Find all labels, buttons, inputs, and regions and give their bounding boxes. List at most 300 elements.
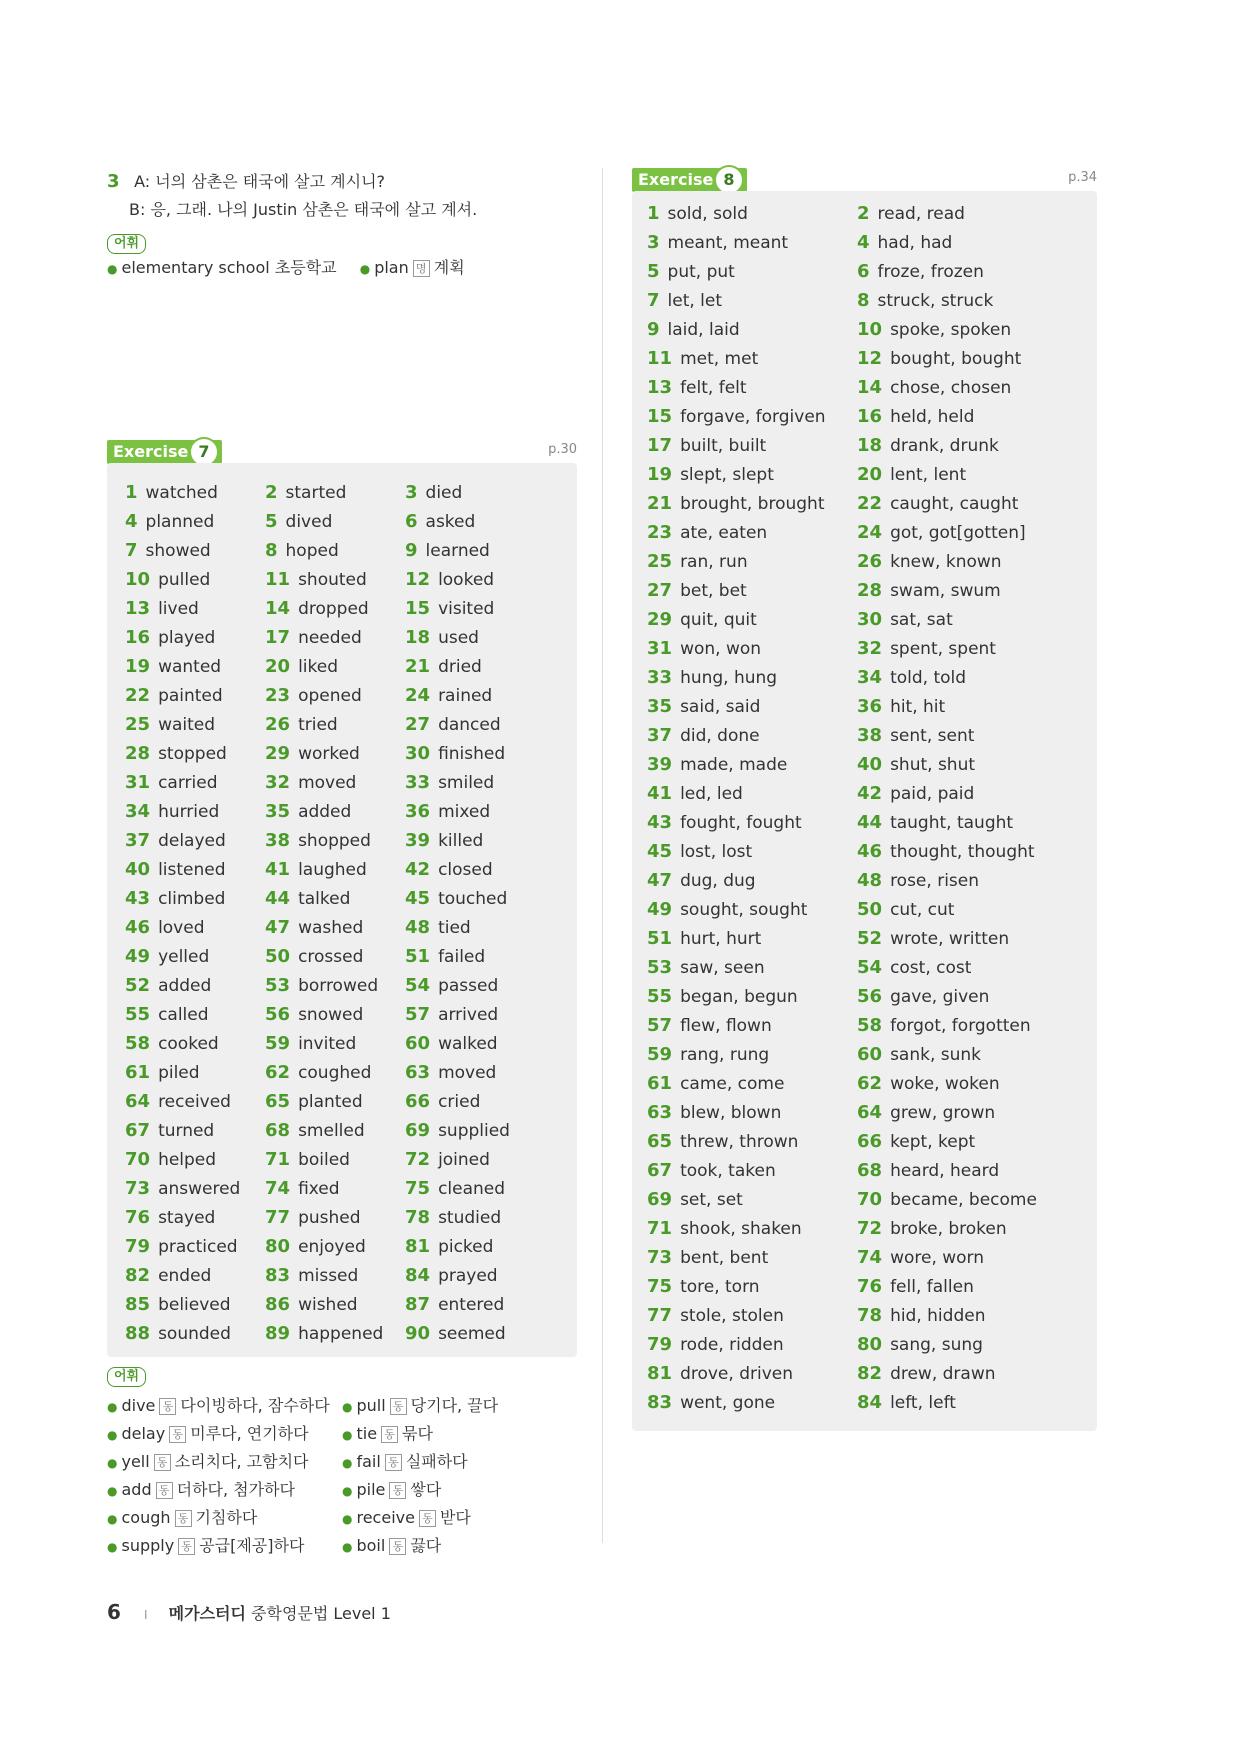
answer-text: cried <box>438 1092 481 1112</box>
exercise-7-page-ref: p.30 <box>548 442 577 457</box>
answer-item <box>405 1147 490 1173</box>
answer-item <box>405 857 493 883</box>
exercise-8-answer-box <box>632 191 1097 1431</box>
answer-number: 22 <box>857 493 883 514</box>
answer-text: forgot, forgotten <box>890 1016 1031 1036</box>
answer-item <box>265 596 369 622</box>
answer-number: 21 <box>405 656 431 677</box>
answer-number: 35 <box>265 801 291 822</box>
answer-item <box>125 857 226 883</box>
answer-number: 18 <box>405 627 431 648</box>
answer-item <box>857 1071 1000 1097</box>
exercise-7-number: 7 <box>189 437 219 467</box>
bullet-icon: ● <box>107 1540 118 1554</box>
bullet-icon: ● <box>342 1540 353 1554</box>
answer-item <box>265 654 338 680</box>
answer-number: 55 <box>125 1004 151 1025</box>
vocab-item <box>107 1449 309 1472</box>
footer-book-title: 중학영문법 Level 1 <box>251 1604 391 1623</box>
answer-number: 42 <box>405 859 431 880</box>
vocab-meaning: 소리치다, 고함치다 <box>174 1452 309 1471</box>
vocab-meaning: 끓다 <box>410 1536 442 1555</box>
answer-number: 18 <box>857 435 883 456</box>
answer-number: 61 <box>647 1073 673 1094</box>
answer-text: entered <box>438 1295 505 1315</box>
answer-number: 37 <box>647 725 673 746</box>
answer-item <box>857 491 1018 517</box>
answer-text: smelled <box>298 1121 365 1141</box>
answer-item <box>647 491 825 517</box>
answer-number: 84 <box>405 1265 431 1286</box>
bullet-icon: ● <box>107 262 118 276</box>
answer-text: hid, hidden <box>890 1306 986 1326</box>
answer-text: had, had <box>877 233 953 253</box>
answer-number: 77 <box>647 1305 673 1326</box>
vocab-item <box>107 1505 257 1528</box>
part-of-speech-badge: 동 <box>385 1454 402 1471</box>
answer-item <box>125 596 199 622</box>
answer-number: 85 <box>125 1294 151 1315</box>
answer-item <box>857 955 971 981</box>
answer-text: visited <box>438 599 495 619</box>
vocab-word: add <box>121 1480 152 1499</box>
vocab-item <box>360 254 465 283</box>
vocab-item <box>342 1505 471 1528</box>
footer-separator: I <box>144 1608 148 1622</box>
answer-item <box>125 683 223 709</box>
answer-text: dug, dug <box>680 871 756 891</box>
answer-text: rained <box>438 686 493 706</box>
answer-item <box>125 1089 231 1115</box>
answer-text: wrote, written <box>890 929 1010 949</box>
answer-text: added <box>298 802 352 822</box>
answer-text: hung, hung <box>680 668 778 688</box>
dialogue-line-b <box>107 196 567 224</box>
answer-item <box>857 839 1035 865</box>
answer-item <box>125 1060 200 1086</box>
answer-number: 61 <box>125 1062 151 1083</box>
answer-item <box>265 567 367 593</box>
answer-number: 84 <box>857 1392 883 1413</box>
answer-item <box>265 1002 363 1028</box>
answer-number: 90 <box>405 1323 431 1344</box>
answer-number: 69 <box>647 1189 673 1210</box>
answer-item <box>405 741 505 767</box>
answer-item <box>265 1176 340 1202</box>
answer-number: 77 <box>265 1207 291 1228</box>
answer-text: lost, lost <box>680 842 753 862</box>
answer-text: worked <box>298 744 360 764</box>
answer-number: 12 <box>857 348 883 369</box>
speaker-b-text: 응, 그래. 나의 Justin 삼촌은 태국에 살고 계셔. <box>150 200 478 219</box>
answer-item <box>265 1118 365 1144</box>
answer-number: 63 <box>647 1102 673 1123</box>
answer-text: wanted <box>158 657 222 677</box>
answer-text: knew, known <box>890 552 1002 572</box>
answer-item <box>125 915 205 941</box>
answer-text: tore, torn <box>680 1277 760 1297</box>
answer-number: 88 <box>125 1323 151 1344</box>
vocab-meaning: 다이빙하다, 잠수하다 <box>180 1396 330 1415</box>
answer-text: talked <box>298 889 351 909</box>
answer-text: threw, thrown <box>680 1132 799 1152</box>
answer-item <box>125 886 225 912</box>
answer-number: 43 <box>125 888 151 909</box>
vocab-item <box>107 254 337 283</box>
page-footer <box>107 1600 391 1624</box>
answer-number: 15 <box>647 406 673 427</box>
answer-text: fixed <box>298 1179 340 1199</box>
answer-text: fell, fallen <box>890 1277 974 1297</box>
answer-item <box>857 462 966 488</box>
answer-text: called <box>158 1005 209 1025</box>
answer-number: 74 <box>265 1178 291 1199</box>
answer-item <box>265 944 363 970</box>
answer-text: won, won <box>680 639 762 659</box>
answer-text: invited <box>298 1034 357 1054</box>
answer-text: arrived <box>438 1005 499 1025</box>
column-divider <box>602 168 603 1543</box>
answer-number: 83 <box>647 1392 673 1413</box>
part-of-speech-badge: 동 <box>390 1398 407 1415</box>
vocab-word: elementary school <box>121 258 270 277</box>
answer-number: 20 <box>857 464 883 485</box>
answer-number: 23 <box>647 522 673 543</box>
vocab-word: dive <box>121 1396 156 1415</box>
dialogue-line-a <box>107 168 567 196</box>
answer-number: 46 <box>125 917 151 938</box>
answer-number: 8 <box>857 290 870 311</box>
answer-number: 57 <box>647 1015 673 1036</box>
answer-text: piled <box>158 1063 200 1083</box>
answer-number: 4 <box>125 511 138 532</box>
answer-text: heard, heard <box>890 1161 1000 1181</box>
answer-number: 3 <box>647 232 660 253</box>
item-number: 3 <box>107 171 120 192</box>
answer-number: 10 <box>857 319 883 340</box>
answer-text: thought, thought <box>890 842 1035 862</box>
answer-number: 80 <box>857 1334 883 1355</box>
answer-item <box>647 636 761 662</box>
exercise-7-vocab <box>107 1365 577 1555</box>
answer-number: 62 <box>857 1073 883 1094</box>
answer-number: 17 <box>647 435 673 456</box>
answer-item <box>857 201 965 227</box>
answer-text: blew, blown <box>680 1103 782 1123</box>
answer-item <box>647 1361 793 1387</box>
answer-item <box>857 781 974 807</box>
answer-text: rose, risen <box>890 871 980 891</box>
answer-item <box>857 607 953 633</box>
answer-number: 34 <box>125 801 151 822</box>
answer-item <box>125 1205 215 1231</box>
answer-text: woke, woken <box>890 1074 1000 1094</box>
answer-number: 14 <box>265 598 291 619</box>
answer-item <box>857 752 975 778</box>
answer-item <box>265 886 350 912</box>
answer-item <box>405 944 485 970</box>
answer-text: struck, struck <box>877 291 994 311</box>
answer-item <box>647 1129 798 1155</box>
answer-number: 2 <box>857 203 870 224</box>
answer-number: 25 <box>125 714 151 735</box>
answer-text: saw, seen <box>680 958 765 978</box>
vocab-word: supply <box>121 1536 175 1555</box>
answer-number: 57 <box>405 1004 431 1025</box>
answer-number: 83 <box>265 1265 291 1286</box>
answer-text: helped <box>158 1150 217 1170</box>
vocab-item <box>107 1477 295 1500</box>
vocab-item <box>342 1421 433 1444</box>
answer-text: fought, fought <box>680 813 802 833</box>
answer-item <box>857 897 954 923</box>
answer-item <box>647 810 802 836</box>
bullet-icon: ● <box>107 1456 118 1470</box>
answer-text: yelled <box>158 947 210 967</box>
answer-number: 52 <box>125 975 151 996</box>
answer-text: used <box>438 628 479 648</box>
answer-item <box>125 1176 240 1202</box>
answer-number: 12 <box>405 569 431 590</box>
answer-number: 75 <box>405 1178 431 1199</box>
answer-item <box>857 578 1001 604</box>
answer-text: bought, bought <box>890 349 1022 369</box>
answer-number: 25 <box>647 551 673 572</box>
answer-text: failed <box>438 947 486 967</box>
dialogue-section <box>107 168 567 283</box>
answer-text: said, said <box>680 697 761 717</box>
answer-text: shopped <box>298 831 371 851</box>
vocab-word: pull <box>356 1396 386 1415</box>
answer-number: 33 <box>405 772 431 793</box>
answer-item <box>857 665 966 691</box>
answer-number: 86 <box>265 1294 291 1315</box>
answer-text: opened <box>298 686 362 706</box>
answer-item <box>647 607 757 633</box>
answer-item <box>265 1234 366 1260</box>
answer-text: washed <box>298 918 364 938</box>
answer-number: 56 <box>857 986 883 1007</box>
answer-text: paid, paid <box>890 784 975 804</box>
answer-number: 75 <box>647 1276 673 1297</box>
vocab-meaning: 공급[제공]하다 <box>199 1536 305 1555</box>
answer-number: 1 <box>647 203 660 224</box>
answer-text: made, made <box>680 755 788 775</box>
answer-item <box>125 654 221 680</box>
answer-text: met, met <box>680 349 759 369</box>
answer-number: 68 <box>857 1160 883 1181</box>
answer-item <box>857 1042 981 1068</box>
answer-number: 47 <box>647 870 673 891</box>
answer-number: 40 <box>125 859 151 880</box>
answer-text: danced <box>438 715 501 735</box>
answer-item <box>857 1187 1037 1213</box>
answer-text: listened <box>158 860 226 880</box>
answer-item <box>857 926 1009 952</box>
vocab-word: receive <box>356 1508 415 1527</box>
answer-item <box>857 694 945 720</box>
answer-item <box>265 683 362 709</box>
part-of-speech-badge: 동 <box>169 1426 186 1443</box>
answer-item <box>265 973 378 999</box>
answer-item <box>857 317 1011 343</box>
bullet-icon: ● <box>107 1512 118 1526</box>
vocab-meaning: 미루다, 연기하다 <box>190 1424 309 1443</box>
answer-number: 9 <box>405 540 418 561</box>
answer-item <box>405 799 490 825</box>
answer-number: 73 <box>647 1247 673 1268</box>
answer-number: 63 <box>405 1062 431 1083</box>
answer-text: hit, hit <box>890 697 946 717</box>
exercise-7-tag: Exercise <box>107 440 222 464</box>
answer-number: 40 <box>857 754 883 775</box>
answer-text: asked <box>425 512 476 532</box>
answer-item <box>857 1390 956 1416</box>
answer-text: sent, sent <box>890 726 975 746</box>
answer-number: 14 <box>857 377 883 398</box>
answer-item <box>125 1292 231 1318</box>
answer-number: 45 <box>405 888 431 909</box>
answer-number: 58 <box>857 1015 883 1036</box>
answer-text: lent, lent <box>890 465 967 485</box>
answer-item <box>125 944 209 970</box>
bullet-icon: ● <box>107 1428 118 1442</box>
answer-number: 82 <box>857 1363 883 1384</box>
answer-number: 80 <box>265 1236 291 1257</box>
answer-number: 8 <box>265 540 278 561</box>
answer-text: took, taken <box>680 1161 776 1181</box>
answer-number: 35 <box>647 696 673 717</box>
answer-text: froze, frozen <box>877 262 984 282</box>
answer-text: came, come <box>680 1074 785 1094</box>
answer-text: wore, worn <box>890 1248 985 1268</box>
answer-text: built, built <box>680 436 767 456</box>
answer-number: 23 <box>265 685 291 706</box>
answer-text: drank, drunk <box>890 436 999 456</box>
answer-item <box>125 567 210 593</box>
answer-item <box>857 549 1002 575</box>
answer-item <box>647 433 766 459</box>
answer-text: drew, drawn <box>890 1364 996 1384</box>
answer-text: shook, shaken <box>680 1219 802 1239</box>
answer-text: stole, stolen <box>680 1306 784 1326</box>
part-of-speech-badge: 동 <box>419 1510 436 1527</box>
answer-number: 27 <box>647 580 673 601</box>
answer-number: 66 <box>857 1131 883 1152</box>
answer-item <box>647 868 756 894</box>
answer-text: sold, sold <box>667 204 748 224</box>
answer-item <box>647 781 743 807</box>
answer-item <box>647 1390 775 1416</box>
answer-item <box>857 520 1026 546</box>
answer-text: killed <box>438 831 484 851</box>
answer-item <box>265 538 339 564</box>
answer-text: walked <box>438 1034 498 1054</box>
answer-text: played <box>158 628 216 648</box>
answer-text: quit, quit <box>680 610 757 630</box>
answer-text: became, become <box>890 1190 1037 1210</box>
answer-number: 36 <box>405 801 431 822</box>
answer-item <box>265 799 351 825</box>
answer-item <box>405 538 490 564</box>
answer-item <box>405 1234 493 1260</box>
answer-item <box>647 1071 784 1097</box>
answer-text: spoke, spoken <box>890 320 1012 340</box>
speaker-a-text: 너의 삼촌은 태국에 살고 계시니? <box>155 172 386 191</box>
answer-item <box>647 955 765 981</box>
answer-number: 72 <box>857 1218 883 1239</box>
answer-item <box>857 1361 996 1387</box>
answer-item <box>647 1100 781 1126</box>
answer-text: sat, sat <box>890 610 953 630</box>
vocab-word: plan <box>374 258 409 277</box>
answer-number: 53 <box>265 975 291 996</box>
answer-item <box>647 839 752 865</box>
answer-item <box>647 926 761 952</box>
answer-number: 32 <box>857 638 883 659</box>
answer-item <box>405 915 471 941</box>
answer-text: laughed <box>298 860 367 880</box>
bullet-icon: ● <box>342 1456 353 1470</box>
part-of-speech-badge: 명 <box>413 260 430 277</box>
answer-item <box>125 799 219 825</box>
answer-item <box>265 1031 356 1057</box>
answer-item <box>857 1332 983 1358</box>
answer-number: 27 <box>405 714 431 735</box>
answer-text: turned <box>158 1121 215 1141</box>
answer-item <box>125 509 214 535</box>
answer-item <box>647 984 798 1010</box>
answer-number: 62 <box>265 1062 291 1083</box>
answer-item <box>647 1274 760 1300</box>
answer-text: needed <box>298 628 362 648</box>
answer-item <box>405 828 483 854</box>
answer-item <box>857 1013 1031 1039</box>
answer-number: 51 <box>405 946 431 967</box>
answer-number: 50 <box>265 946 291 967</box>
answer-text: climbed <box>158 889 226 909</box>
answer-text: boiled <box>298 1150 350 1170</box>
answer-text: joined <box>438 1150 490 1170</box>
answer-item <box>125 828 226 854</box>
answer-item <box>125 1031 219 1057</box>
answer-number: 41 <box>647 783 673 804</box>
vocab-item <box>342 1393 498 1416</box>
answer-number: 16 <box>857 406 883 427</box>
answer-text: got, got[gotten] <box>890 523 1026 543</box>
answer-item <box>265 828 371 854</box>
answer-number: 24 <box>857 522 883 543</box>
answer-number: 48 <box>405 917 431 938</box>
answer-text: borrowed <box>298 976 379 996</box>
vocab-meaning: 계획 <box>433 258 465 277</box>
answer-item <box>647 1332 784 1358</box>
answer-item <box>265 770 356 796</box>
answer-number: 47 <box>265 917 291 938</box>
answer-item <box>125 712 215 738</box>
answer-number: 30 <box>405 743 431 764</box>
answer-item <box>265 1321 383 1347</box>
answer-number: 19 <box>647 464 673 485</box>
answer-number: 49 <box>125 946 151 967</box>
vocab-word: pile <box>356 1480 386 1499</box>
answer-number: 78 <box>405 1207 431 1228</box>
answer-text: set, set <box>680 1190 743 1210</box>
answer-text: left, left <box>890 1393 956 1413</box>
answer-item <box>125 538 211 564</box>
answer-text: flew, flown <box>680 1016 772 1036</box>
answer-number: 64 <box>857 1102 883 1123</box>
